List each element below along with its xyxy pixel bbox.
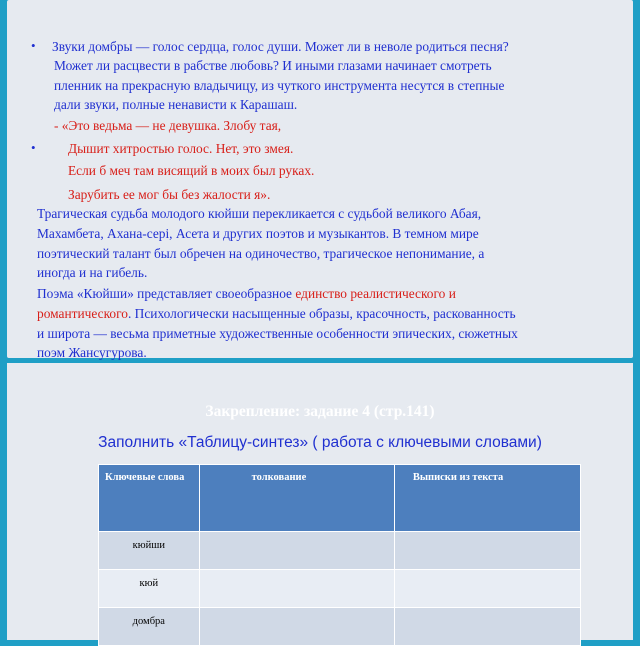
table-cell-keyword: кюйши [99, 532, 200, 570]
synthesis-table [98, 464, 581, 646]
task-title: Закрепление: задание 4 (стр.141) [205, 403, 435, 420]
bullet-2: • [31, 140, 36, 155]
header-cell-interpretation: толкование [199, 465, 394, 532]
text-line-1: Звуки домбры — голос сердца, голос души. Может ли в неволе родиться песня? [52, 39, 509, 54]
para2-line-2: Махамбета, Ахана-серi, Асета и других поэтов и музыкантов. В темном мире [37, 226, 479, 241]
quote-line-3: Если б меч там висящий в моих был руках. [68, 163, 315, 178]
task-subtitle: Заполнить «Таблицу-синтез» ( работа с ключевыми словами) [98, 434, 542, 451]
para3-line-1-red: единство реалистического и [295, 286, 456, 301]
para3-line-1 [37, 285, 456, 302]
para3-line-3: и широта — весьма приметные художественные особенности эпических, сюжетных [37, 326, 518, 341]
text-line-2: Может ли расцвести в рабстве любовь? И иными глазами начинает смотреть [54, 58, 492, 73]
para3-line-2-red: романтического [37, 306, 128, 321]
para2-line-4: иногда и на гибель. [37, 265, 148, 280]
quote-line-4: Зарубить ее мог бы без жалости я». [68, 187, 271, 202]
text-line-4: дали звуки, полные ненависти к Карашаш. [54, 97, 298, 112]
header-cell-keywords: Ключевые слова [99, 465, 200, 532]
bullet-1: • [31, 38, 36, 53]
table-row [99, 570, 581, 608]
table-cell-keyword: кюй [99, 570, 200, 608]
quote-line-1: - «Это ведьма — не девушка. Злобу тая, [54, 118, 282, 133]
table-cell-empty[interactable] [199, 532, 394, 570]
para3-line-4: поэм Жансугурова. [37, 345, 147, 360]
para2-line-3: поэтический талант был обречен на одиночество, трагическое непонимание, а [37, 246, 485, 261]
table-row [99, 532, 581, 570]
slide-text-block [7, 0, 633, 358]
table-cell-empty[interactable] [199, 570, 394, 608]
slide-task [7, 363, 633, 640]
table-header-row [99, 465, 581, 532]
text-line-3: пленник на прекрасную владычицу, из чуткого инструмента несутся в степные [54, 78, 505, 93]
quote-line-2: Дышит хитростью голос. Нет, это змея. [68, 141, 294, 156]
para3-line-1-blue: Поэма «Кюйши» представляет своеобразное [37, 286, 296, 301]
table-cell-keyword: домбра [99, 608, 200, 646]
table-cell-empty[interactable] [394, 532, 580, 570]
header-cell-quotes: Выписки из текста [394, 465, 580, 532]
para2-line-1: Трагическая судьба молодого кюйши перекликается с судьбой великого Абая, [37, 206, 482, 221]
para3-line-2 [37, 305, 516, 322]
para3-line-2-blue: . Психологически насыщенные образы, красочность, раскованность [127, 306, 516, 321]
table-cell-empty[interactable] [394, 570, 580, 608]
